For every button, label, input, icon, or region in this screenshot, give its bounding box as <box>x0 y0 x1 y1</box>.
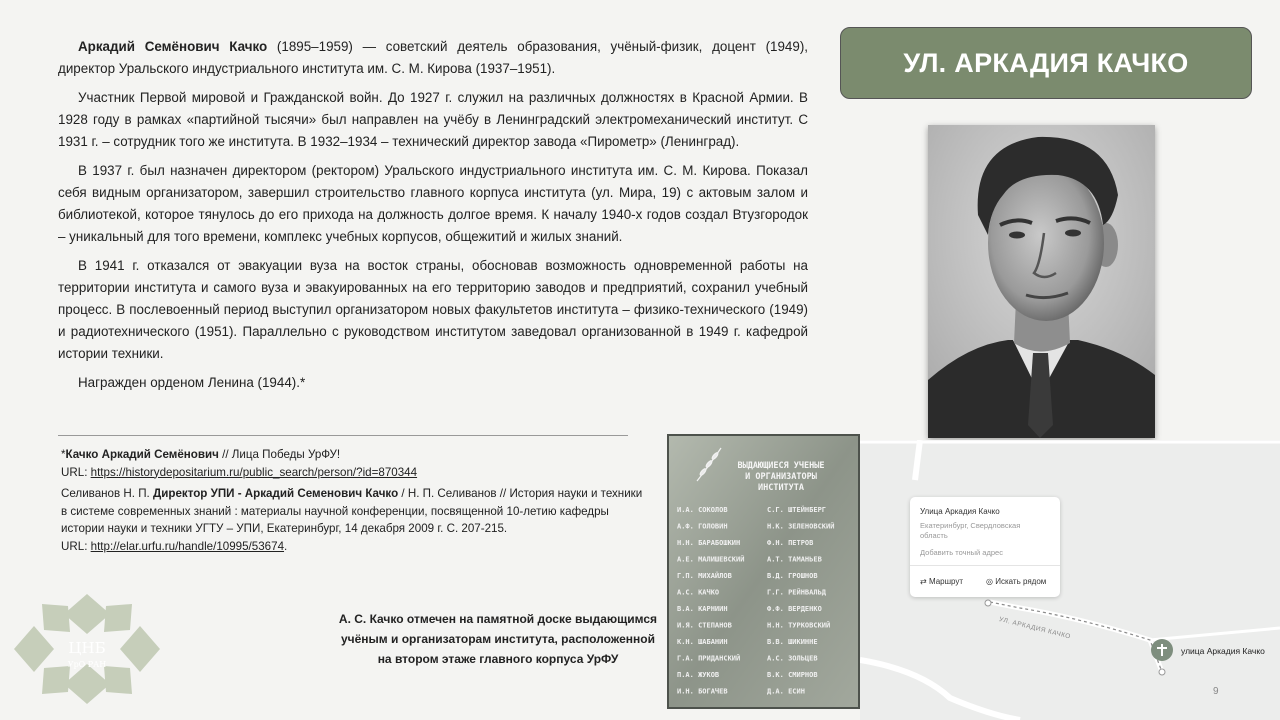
plaque-name-left: И.Н. БОГАЧЕВ <box>677 687 728 696</box>
reference-2 <box>61 485 651 555</box>
portrait-image <box>928 125 1155 438</box>
reference-2-link[interactable]: http://elar.urfu.ru/handle/10995/53674 <box>90 539 285 553</box>
reference-1-title: Качко Аркадий Семёнович <box>65 448 219 461</box>
map-add-address-link[interactable]: Добавить точный адрес <box>920 548 1003 557</box>
map-search-nearby-button[interactable] <box>986 577 1046 586</box>
plaque-name-right: Г.Г. РЕЙНВАЛЬД <box>767 588 827 597</box>
plaque-name-left: Г.А. ПРИДАНСКИЙ <box>677 654 741 663</box>
plaque-name-left: Н.Н. БАРАБОШКИН <box>677 539 741 547</box>
map-pin-icon[interactable] <box>1151 639 1173 661</box>
plaque-caption: А. С. Качко отмечен на памятной доске выдающимся учёным и организаторам института, расположенной на втором этаже главного корпуса УрФУ <box>338 612 658 666</box>
map-card-city: Екатеринбург, Свердловская область <box>920 521 1021 540</box>
reference-1 <box>61 446 651 481</box>
reference-2-title: Директор УПИ - Аркадий Семенович Качко <box>152 487 399 500</box>
paragraph-5: Награжден орденом Ленина (1944).* <box>78 375 306 390</box>
plaque-name-left: К.Н. ШАБАНИН <box>677 638 728 646</box>
plaque-name-left: И.Я. СТЕПАНОВ <box>677 621 732 630</box>
map-pin-label: улица Аркадия Качко <box>1181 646 1265 656</box>
plaque-name-left: П.А. ЖУКОВ <box>677 671 720 679</box>
memorial-plaque <box>667 434 860 709</box>
paragraph-1-text: (1895–1959) — советский деятель образования, учёный-физик, доцент (1949), директор Уральского индустриального института им. С. М. Кирова (1937–1951). <box>58 39 808 76</box>
person-name: Аркадий Семёнович Качко <box>78 39 268 54</box>
plaque-name-right: А.Т. ТАМАНЬЕВ <box>767 555 822 564</box>
plaque-name-left: В.А. КАРНИИН <box>677 605 728 613</box>
map-route-label: Маршрут <box>928 577 964 586</box>
plaque-name-right: В.Д. ГРОШНОВ <box>767 572 818 580</box>
page-number: 9 <box>1213 686 1219 697</box>
map-search-label: Искать рядом <box>995 577 1047 586</box>
portrait-photo <box>928 125 1155 438</box>
reference-2-end: . <box>284 539 288 553</box>
reference-2-url-label: URL: <box>61 539 91 553</box>
plaque-name-right: А.С. ЗОЛЬЦЕВ <box>767 654 818 663</box>
reference-2-author: Селиванов Н. П. <box>61 487 153 500</box>
map-card-street: Улица Аркадия Качко <box>920 507 1000 516</box>
plaque-name-left: А.Е. МАЛИШЕВСКИЙ <box>677 555 745 564</box>
title-banner <box>840 27 1252 99</box>
paragraph-3: В 1937 г. был назначен директором (ректором) Уральского индустриального института им. С. М. Кирова. Показал себя видным организатором, завершил строительство главного корпуса института (ул. Мира, 19) с актовым залом и библиотекой, которое тянулось до его прихода на должность долгое время. К началу 1940-х годов создал Втузгородок – уникальный для того времени, комплекс учебных корпусов, общежитий и жилых знаний. <box>58 163 808 244</box>
plaque-name-right: Н.К. ЗЕЛЕНОВСКИЙ <box>767 522 835 531</box>
logo-text-bottom: УрО РАН <box>67 660 107 669</box>
footnote-mark: * <box>61 448 66 461</box>
paragraph-1 <box>58 36 808 80</box>
map-info-card[interactable] <box>910 497 1060 597</box>
plaque-name-right: Ф.Ф. ВЕРДЕНКО <box>767 605 822 613</box>
divider <box>58 435 628 436</box>
map-card-divider <box>910 565 1060 566</box>
page-title: УЛ. АРКАДИЯ КАЧКО <box>903 47 1189 78</box>
paragraph-2: Участник Первой мировой и Гражданской войн. До 1927 г. служил на различных должностях в Красной Армии. В 1928 году в рамках «партийной тысячи» был направлен на учёбу в Ленинградский электромеханический институт. С 1931 г. – сотрудник того же института. В 1932–1934 – технический директор завода «Пирометр» (Ленинград). <box>58 90 808 149</box>
plaque-name-right: Н.Н. ТУРКОВСКИЙ <box>767 621 831 630</box>
map-route-button[interactable] <box>920 577 963 586</box>
reference-1-url-label: URL: <box>61 465 91 479</box>
reference-1-link[interactable]: https://historydepositarium.ru/public_search/person/?id=870344 <box>90 465 418 479</box>
reference-1-source: // Лица Победы УрФУ! <box>218 448 341 461</box>
plaque-name-right: В.В. ШИКИННЕ <box>767 638 818 646</box>
reference-2-source: / Н. П. Селиванов // История науки и техники в системе современных знаний : материалы научной конференции, посвященной 10-летию кафедры истории науки и техники УГТУ – УПИ, Екатеринбург, 14 декабря 2009 г. С. 207-215. <box>61 487 643 535</box>
plaque-heading-line: ИНСТИТУТА <box>757 483 805 493</box>
plaque-heading-line: И ОРГАНИЗАТОРЫ <box>745 472 817 482</box>
plaque-heading-line: ВЫДАЮЩИЕСЯ УЧЕНЫЕ <box>737 461 825 471</box>
plaque-name-left: А.Ф. ГОЛОВИН <box>677 522 728 531</box>
plaque-name-left: Г.П. МИХАЙЛОВ <box>677 572 732 580</box>
plaque-name-right: Д.А. ЕСИН <box>767 687 805 696</box>
plaque-name-right: С.Г. ШТЕЙНБЕРГ <box>767 506 827 514</box>
search-nearby-icon: ◎ <box>986 577 996 586</box>
plaque-name-left: И.А. СОКОЛОВ <box>677 506 728 514</box>
main-text <box>58 36 808 401</box>
plaque-name-right: Ф.Н. ПЕТРОВ <box>767 539 814 547</box>
plaque-name-right: В.К. СМИРНОВ <box>767 671 818 679</box>
route-icon: ⇄ <box>920 577 929 586</box>
logo-text-top: ЦНБ <box>68 639 106 657</box>
map-road-label: УЛ. АРКАДИЯ КАЧКО <box>998 616 1072 641</box>
library-logo <box>12 592 162 707</box>
plaque-name-left: А.С. КАЧКО <box>677 588 720 597</box>
paragraph-4: В 1941 г. отказался от эвакуации вуза на восток страны, обосновав возможность одновременной работы на территории института и самого вуза и эвакуированных на его территорию заводов и предприятий, сохранил учебный процесс. В послевоенный период выступил организатором новых факультетов института – физико-технического (1949) и радиотехнического (1951). Параллельно с руководством институтом заведовал организованной в 1949 г. кафедрой истории техники. <box>58 258 808 361</box>
references <box>61 446 651 559</box>
